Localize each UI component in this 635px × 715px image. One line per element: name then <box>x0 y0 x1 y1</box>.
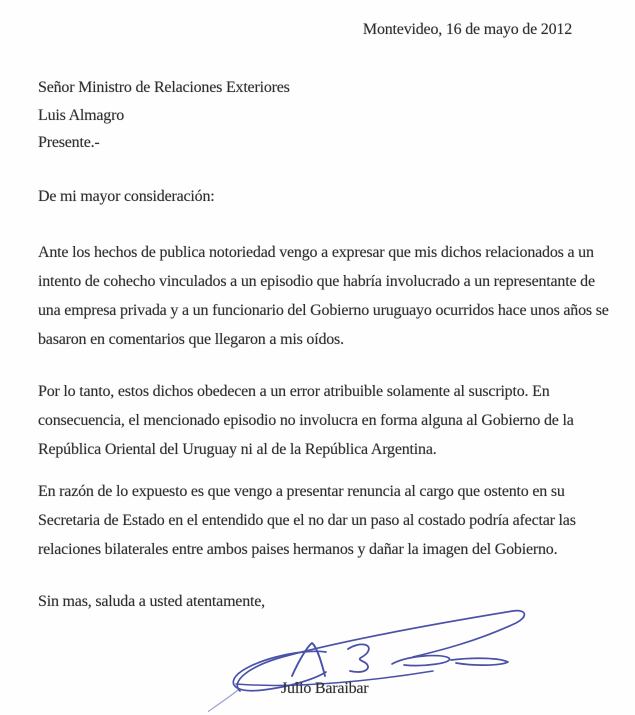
paragraph-line: basaron en comentarios que llegaron a mis oídos. <box>38 331 344 348</box>
recipient-title-line: Señor Ministro de Relaciones Exteriores <box>38 79 290 96</box>
recipient-name-line: Luis Almagro <box>38 107 125 124</box>
signature-area <box>208 596 548 715</box>
paragraph-line: Ante los hechos de publica notoriedad vengo a expresar que mis dichos relacionados a un <box>38 244 594 261</box>
salutation-line: De mi mayor consideración: <box>38 188 215 205</box>
paragraph-line: una empresa privada y a un funcionario del Gobierno uruguayo ocurridos hace unos años se <box>38 302 609 319</box>
paragraph-line: Secretaria de Estado en el entendido que el no dar un paso al costado podría afectar las <box>38 512 576 529</box>
closing-line: Sin mas, saluda a usted atentamente, <box>38 593 265 610</box>
paragraph-line: intento de cohecho vinculados a un episodio que habría involucrado a un representante de <box>38 273 595 290</box>
signer-name: Julio Baraibar <box>281 680 369 697</box>
paragraph-line: relaciones bilaterales entre ambos paises hermanos y dañar la imagen del Gobierno. <box>38 541 558 558</box>
paragraph-line: En razón de lo expuesto es que vengo a presentar renuncia al cargo que ostento en su <box>38 483 565 500</box>
date-line: Montevideo, 16 de mayo de 2012 <box>362 21 572 38</box>
paragraph-line: República Oriental del Uruguay ni al de la República Argentina. <box>38 441 437 458</box>
paragraph-line: consecuencia, el mencionado episodio no involucra en forma alguna al Gobierno de la <box>38 412 574 429</box>
recipient-presente-line: Presente.- <box>38 134 100 151</box>
signature-ink-icon <box>208 596 548 715</box>
paragraph-line: Por lo tanto, estos dichos obedecen a un error atribuible solamente al suscripto. En <box>38 383 550 400</box>
